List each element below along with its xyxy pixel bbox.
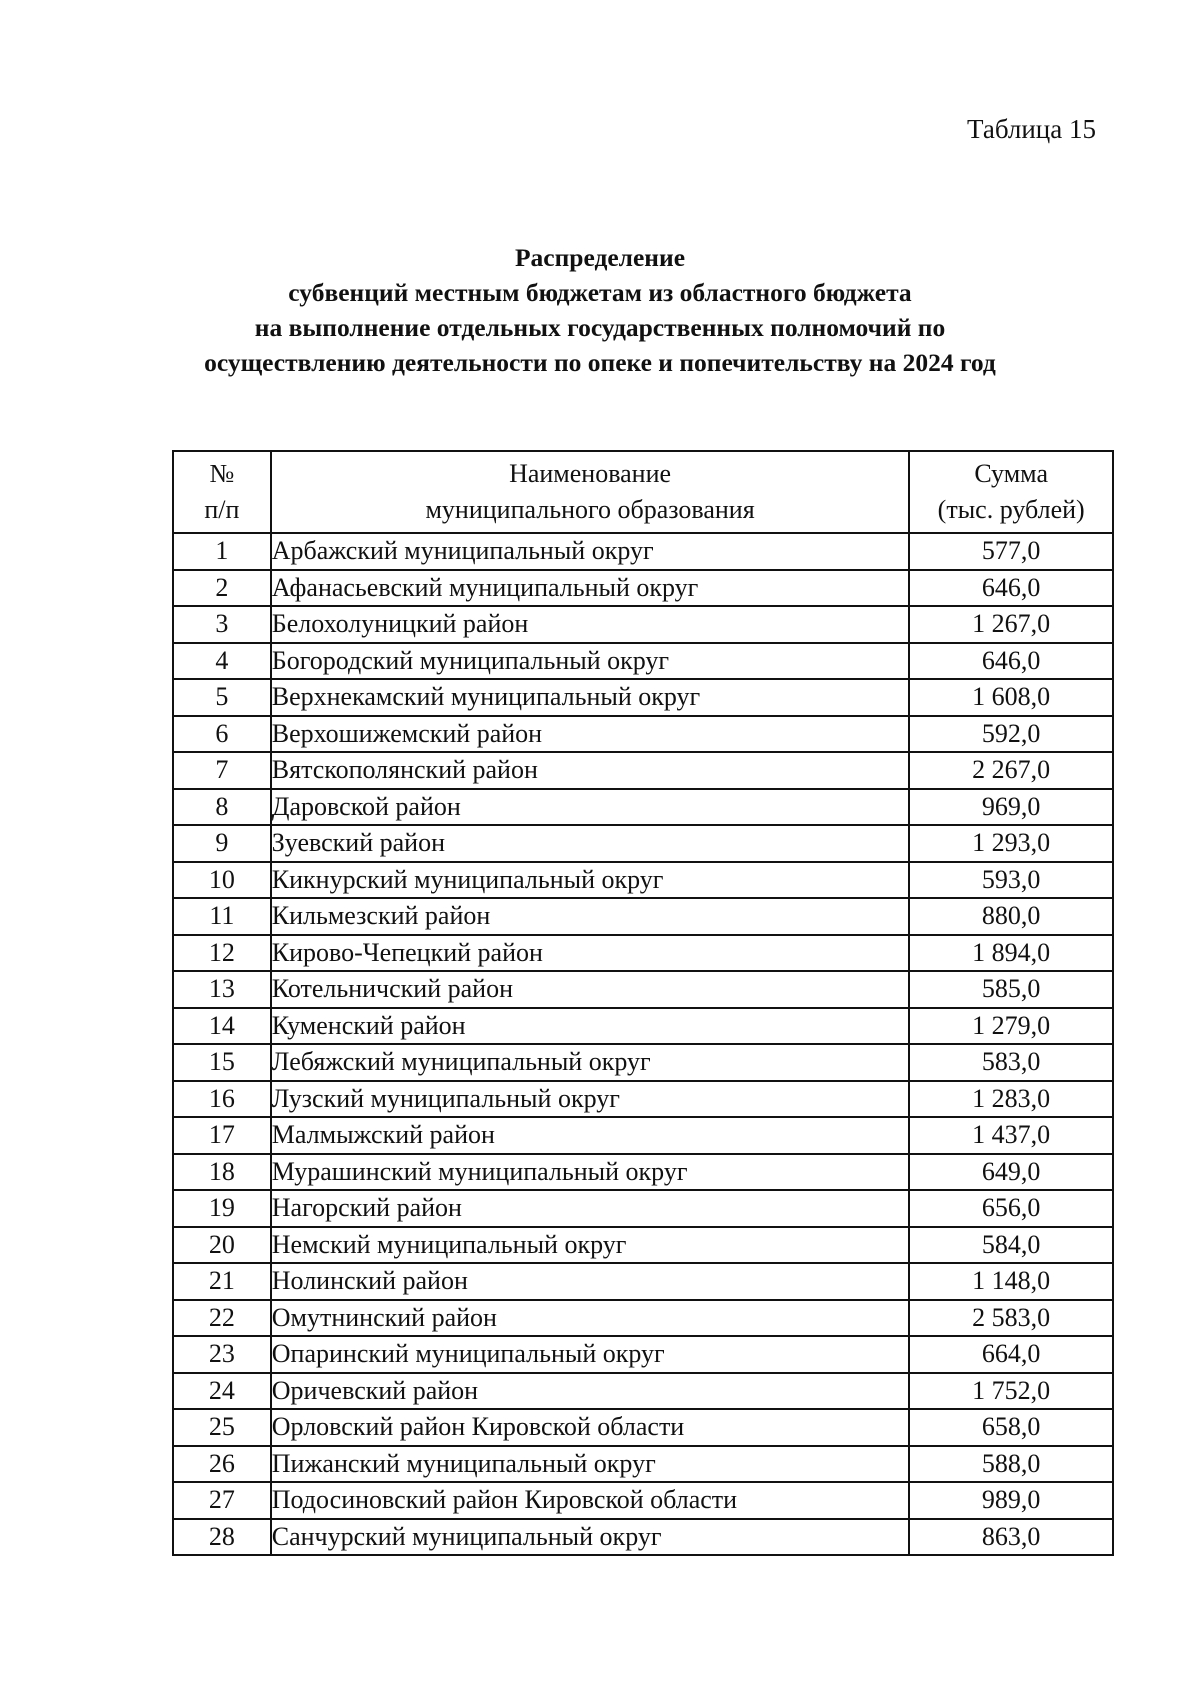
table-row [173,1117,1113,1154]
subvention-amount: 863,0 [909,1519,1113,1556]
municipality-name: Кильмезский район [271,898,910,935]
subvention-amount: 880,0 [909,898,1113,935]
row-number: 12 [173,935,271,972]
municipality-name: Арбажский муниципальный округ [271,533,910,570]
municipality-name: Лебяжский муниципальный округ [271,1044,910,1081]
subvention-amount: 1 283,0 [909,1081,1113,1118]
subvention-amount: 969,0 [909,789,1113,826]
subvention-amount: 584,0 [909,1227,1113,1264]
row-number: 25 [173,1409,271,1446]
municipality-name: Омутнинский район [271,1300,910,1337]
row-number: 1 [173,533,271,570]
table-row [173,643,1113,680]
row-number: 22 [173,1300,271,1337]
municipality-name: Орловский район Кировской области [271,1409,910,1446]
row-number: 18 [173,1154,271,1191]
table-row [173,1409,1113,1446]
table-row [173,1081,1113,1118]
row-number: 23 [173,1336,271,1373]
row-number: 3 [173,606,271,643]
subvention-amount: 1 267,0 [909,606,1113,643]
table-row [173,1190,1113,1227]
municipality-name: Белохолуницкий район [271,606,910,643]
subvention-amount: 1 279,0 [909,1008,1113,1045]
table-body [173,533,1113,1555]
municipality-name: Кирово-Чепецкий район [271,935,910,972]
municipality-name: Оричевский район [271,1373,910,1410]
row-number: 11 [173,898,271,935]
title-line: Распределение [514,243,686,272]
municipality-name: Опаринский муниципальный округ [271,1336,910,1373]
table-row [173,1227,1113,1264]
municipality-name: Верхошижемский район [271,716,910,753]
header-name-line: муниципального образования [425,495,755,524]
table-row [173,1482,1113,1519]
subvention-amount: 583,0 [909,1044,1113,1081]
table-row [173,679,1113,716]
municipality-name: Вятскополянский район [271,752,910,789]
table-row [173,1336,1113,1373]
subvention-amount: 649,0 [909,1154,1113,1191]
municipality-name: Куменский район [271,1008,910,1045]
title-line: субвенций местным бюджетам из областного бюджета [288,278,912,307]
table-row [173,1446,1113,1483]
table-row [173,533,1113,570]
table-row [173,752,1113,789]
document-title [0,240,1200,380]
subvention-amount: 1 608,0 [909,679,1113,716]
table-row [173,1008,1113,1045]
title-line: осуществлению деятельности по опеке и попечительству на 2024 год [204,348,996,377]
table-header-row [173,451,1113,533]
row-number: 8 [173,789,271,826]
table-row [173,789,1113,826]
municipality-name: Подосиновский район Кировской области [271,1482,910,1519]
subvention-amount: 592,0 [909,716,1113,753]
row-number: 4 [173,643,271,680]
row-number: 28 [173,1519,271,1556]
subvention-amount: 646,0 [909,570,1113,607]
header-sum [909,451,1113,533]
municipality-name: Котельничский район [271,971,910,1008]
row-number: 16 [173,1081,271,1118]
table-label: Таблица 15 [967,114,1096,144]
subvention-amount: 989,0 [909,1482,1113,1519]
row-number: 13 [173,971,271,1008]
municipality-name: Пижанский муниципальный округ [271,1446,910,1483]
subvention-table [172,450,1114,1556]
header-number [173,451,271,533]
municipality-name: Санчурский муниципальный округ [271,1519,910,1556]
subvention-amount: 593,0 [909,862,1113,899]
subvention-amount: 585,0 [909,971,1113,1008]
row-number: 20 [173,1227,271,1264]
header-number-line: п/п [204,495,240,524]
municipality-name: Даровской район [271,789,910,826]
subvention-amount: 646,0 [909,643,1113,680]
municipality-name: Малмыжский район [271,1117,910,1154]
header-sum-line: Сумма [974,459,1048,488]
municipality-name: Немский муниципальный округ [271,1227,910,1264]
table-row [173,971,1113,1008]
table-row [173,825,1113,862]
row-number: 6 [173,716,271,753]
table-row [173,898,1113,935]
header-name-line: Наименование [509,459,672,488]
municipality-name: Кикнурский муниципальный округ [271,862,910,899]
subvention-amount: 656,0 [909,1190,1113,1227]
subvention-amount: 588,0 [909,1446,1113,1483]
row-number: 26 [173,1446,271,1483]
subvention-amount: 1 752,0 [909,1373,1113,1410]
header-name [271,451,910,533]
row-number: 9 [173,825,271,862]
row-number: 14 [173,1008,271,1045]
subvention-amount: 2 583,0 [909,1300,1113,1337]
municipality-name: Афанасьевский муниципальный округ [271,570,910,607]
municipality-name: Богородский муниципальный округ [271,643,910,680]
municipality-name: Нагорский район [271,1190,910,1227]
table-row [173,935,1113,972]
subvention-amount: 577,0 [909,533,1113,570]
table-row [173,1263,1113,1300]
subvention-amount: 1 894,0 [909,935,1113,972]
municipality-name: Зуевский район [271,825,910,862]
row-number: 21 [173,1263,271,1300]
row-number: 15 [173,1044,271,1081]
table-row [173,1044,1113,1081]
subvention-amount: 658,0 [909,1409,1113,1446]
table-row [173,1154,1113,1191]
table-row [173,570,1113,607]
municipality-name: Нолинский район [271,1263,910,1300]
table-row [173,1300,1113,1337]
subvention-amount: 664,0 [909,1336,1113,1373]
subvention-amount: 1 148,0 [909,1263,1113,1300]
header-number-line: № [209,459,235,488]
subvention-amount: 1 437,0 [909,1117,1113,1154]
header-sum-line: (тыс. рублей) [937,495,1085,524]
municipality-name: Лузский муниципальный округ [271,1081,910,1118]
table-row [173,1519,1113,1556]
title-line: на выполнение отдельных государственных полномочий по [254,313,946,342]
table-row [173,1373,1113,1410]
row-number: 24 [173,1373,271,1410]
row-number: 2 [173,570,271,607]
row-number: 27 [173,1482,271,1519]
subvention-amount: 1 293,0 [909,825,1113,862]
row-number: 5 [173,679,271,716]
table-row [173,716,1113,753]
subvention-amount: 2 267,0 [909,752,1113,789]
table-row [173,862,1113,899]
row-number: 7 [173,752,271,789]
row-number: 17 [173,1117,271,1154]
row-number: 10 [173,862,271,899]
row-number: 19 [173,1190,271,1227]
table-row [173,606,1113,643]
municipality-name: Мурашинский муниципальный округ [271,1154,910,1191]
municipality-name: Верхнекамский муниципальный округ [271,679,910,716]
